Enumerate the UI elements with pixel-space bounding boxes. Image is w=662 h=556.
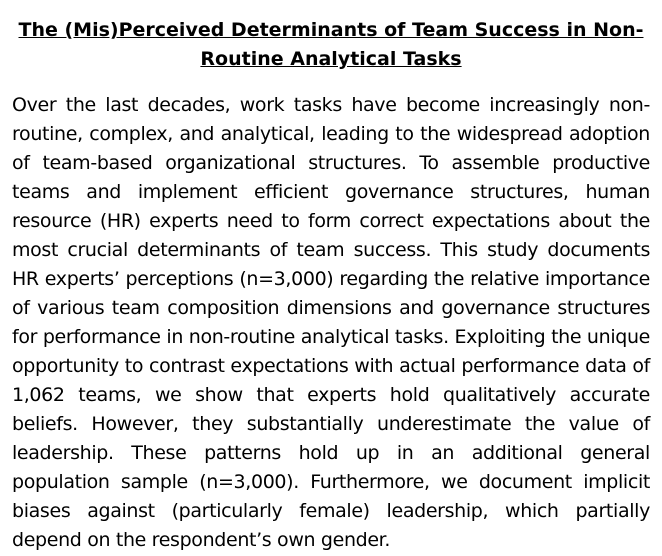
paper-abstract: Over the last decades, work tasks have become increasingly non-routine, complex, and analytical, leading to the widespread adoption of team-based organizational structures. To assemble productive teams and implement efficient governance structures, human resource (HR) experts need to form correct expectations about the most crucial determinants of team success. This study documents HR experts’ perceptions (n=3,000) regarding the relative importance of various team composition dimensions and governance structures for performance in non-routine analytical tasks. Exploiting the unique opportunity to contrast expectations with actual performance data of 1,062 teams, we show that experts hold qualitatively accurate beliefs. However, they substantially underestimate the value of leadership. These patterns hold up in an additional general population sample (n=3,000). Furthermore, we document implicit biases against (particularly female) leadership, which partially depend on the respondent’s own gender. (12, 94, 650, 551)
paper-page (12, 16, 650, 555)
paper-title: The (Mis)Perceived Determinants of Team Success in Non-Routine Analytical Tasks (18, 19, 644, 70)
